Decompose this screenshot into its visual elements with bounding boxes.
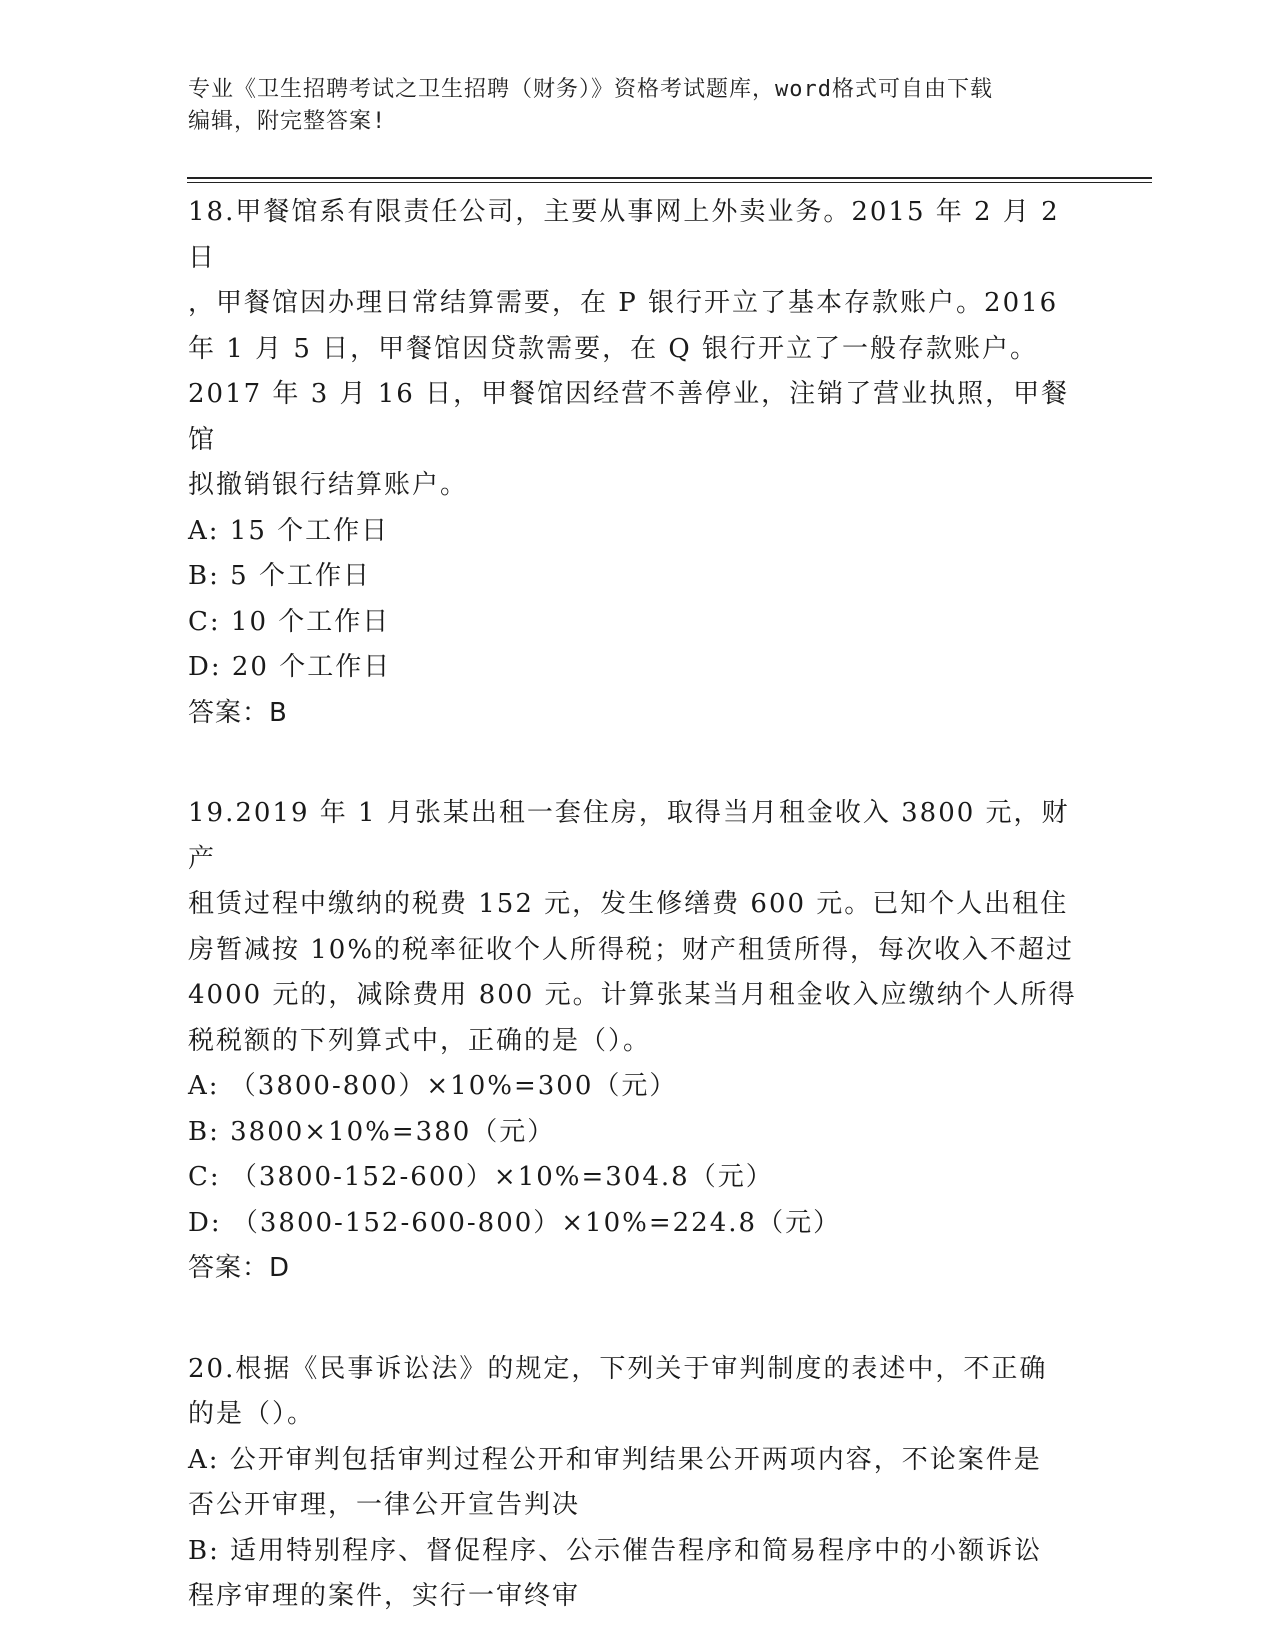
question-stem-line: 租赁过程中缴纳的税费 152 元，发生修缮费 600 元。已知个人出租住 [188, 889, 1069, 919]
option-b: B: 3800×10%=380（元） [188, 1116, 556, 1147]
question-stem-line: 4000 元的，减除费用 800 元。计算张某当月租金收入应缴纳个人所得 [188, 980, 1077, 1010]
option-c: C: （3800-152-600）×10%=304.8（元） [188, 1162, 774, 1192]
header-line-1: 专业《卫生招聘考试之卫生招聘（财务）》资格考试题库，word格式可自由下载 [188, 77, 993, 102]
question-gap [188, 1292, 1088, 1347]
answer-label: 答案：B [188, 697, 288, 728]
question-gap [188, 736, 1088, 791]
option-c: C: 10 个工作日 [188, 606, 391, 637]
answer-label: 答案：D [188, 1253, 291, 1283]
question-stem-line: 19.2019 年 1 月张某出租一套住房，取得当月租金收入 3800 元，财产 [188, 798, 1070, 874]
question-stem-line: 2017 年 3 月 16 日，甲餐馆因经营不善停业，注销了营业执照，甲餐馆 [188, 379, 1070, 455]
question-20 [188, 1347, 1088, 1620]
header-rule-thin [187, 182, 1152, 183]
question-stem-line: 18.甲餐馆系有限责任公司，主要从事网上外卖业务。2015 年 2 月 2 日 [188, 197, 1060, 273]
option-d: D: （3800-152-600-800）×10%=224.8（元） [188, 1207, 842, 1238]
option-d: D: 20 个工作日 [188, 652, 392, 682]
question-stem-line: 20.根据《民事诉讼法》的规定，下列关于审判制度的表述中，不正确 [188, 1353, 1048, 1384]
option-a: A: （3800-800）×10%=300（元） [188, 1071, 678, 1101]
option-a: A: 15 个工作日 [188, 515, 390, 546]
question-19 [188, 791, 1088, 1292]
header-line-2: 编辑，附完整答案! [188, 109, 387, 134]
question-18 [188, 190, 1088, 736]
question-stem-line: 年 1 月 5 日，甲餐馆因贷款需要，在 Q 银行开立了一般存款账户。 [188, 333, 1038, 364]
option-a: A: 公开审判包括审判过程公开和审判结果公开两项内容，不论案件是 [188, 1444, 1042, 1475]
option-b: B: 适用特别程序、督促程序、公示催告程序和简易程序中的小额诉讼 [188, 1535, 1043, 1566]
question-stem-line: ，甲餐馆因办理日常结算需要，在 P 银行开立了基本存款账户。2016 [188, 288, 1059, 318]
option-b: B: 5 个工作日 [188, 561, 371, 591]
question-stem-line: 房暂减按 10%的税率征收个人所得税；财产租赁所得，每次收入不超过 [188, 934, 1075, 965]
page-header [188, 74, 1088, 138]
question-stem-line: 拟撤销银行结算账户。 [188, 470, 469, 500]
question-stem-line: 税税额的下列算式中，正确的是（）。 [188, 1025, 652, 1056]
question-stem-line: 的是（）。 [188, 1399, 316, 1429]
option-b-continued: 程序审理的案件，实行一审终审 [188, 1581, 581, 1611]
option-a-continued: 否公开审理，一律公开宣告判决 [188, 1490, 581, 1520]
question-list [188, 190, 1088, 1620]
header-rule-thick [187, 177, 1152, 179]
